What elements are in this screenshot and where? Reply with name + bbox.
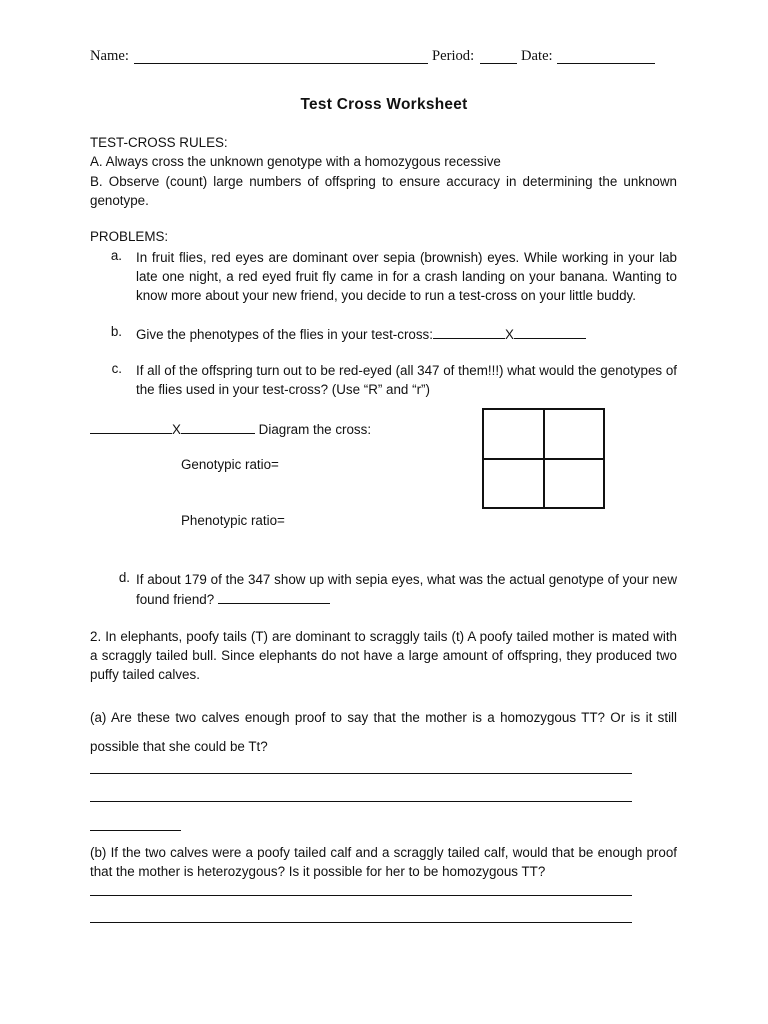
rule-a: A. Always cross the unknown genotype with a homozygous recessive xyxy=(90,154,501,169)
problem-d-body: If about 179 of the 347 show up with sepia eyes, what was the actual genotype of your new found friend? xyxy=(136,572,677,607)
punnett-cell[interactable] xyxy=(544,409,605,459)
problem-d-letter: d. xyxy=(118,570,130,585)
period-label: Period: xyxy=(432,48,475,64)
problem-b-x: X xyxy=(504,327,514,342)
genotypic-ratio-label: Genotypic ratio= xyxy=(181,457,279,472)
date-label: Date: xyxy=(521,48,553,64)
punnett-cell[interactable] xyxy=(544,459,605,509)
date-field[interactable] xyxy=(557,63,655,64)
cross-x: X xyxy=(172,422,181,437)
page-title: Test Cross Worksheet xyxy=(300,96,468,113)
answer-line-a2[interactable] xyxy=(90,801,632,802)
genotype-1-blank[interactable] xyxy=(90,419,172,434)
problem-2a-text: (a) Are these two calves enough proof to say that the mother is a homozygous TT? Or is it still possible that she could be Tt? xyxy=(90,710,677,754)
punnett-cell[interactable] xyxy=(483,409,544,459)
cross-line xyxy=(90,419,371,437)
problem-b-text: Give the phenotypes of the flies in your test-cross: xyxy=(136,327,433,342)
problem-2b-text: (b) If the two calves were a poofy tailed calf and a scraggly tailed calf, would that be enough proof that the mother is heterozygous? Is it possible for her to be homozygous TT? xyxy=(90,845,677,879)
problem-a-letter: a. xyxy=(110,248,122,263)
problems-heading: PROBLEMS: xyxy=(90,229,169,244)
period-field[interactable] xyxy=(480,63,517,64)
name-label: Name: xyxy=(90,48,129,64)
answer-line-a1[interactable] xyxy=(90,773,632,774)
answer-line-a3[interactable] xyxy=(90,830,181,831)
answer-line-b2[interactable] xyxy=(90,922,632,923)
problem-c-text: If all of the offspring turn out to be red-eyed (all 347 of them!!!) what would the genotypes of the flies used in your test-cross? (Use “R” and “r”) xyxy=(136,363,677,397)
phenotype-2-blank[interactable] xyxy=(514,324,586,339)
answer-line-b1[interactable] xyxy=(90,895,632,896)
problem-c-letter: c. xyxy=(111,361,122,376)
genotype-2-blank[interactable] xyxy=(181,419,255,434)
phenotypic-ratio-label: Phenotypic ratio= xyxy=(181,513,285,528)
problem-d-text xyxy=(136,570,677,609)
problem-a-text: In fruit flies, red eyes are dominant over sepia (brownish) eyes. While working in your lab late one night, a red eyed fruit fly came in for a crash landing on your banana. Wanting to know more about your new friend, you decide to run a test-cross on your little buddy. xyxy=(136,250,677,303)
problem-b-letter: b. xyxy=(110,324,122,339)
problem-2-intro: 2. In elephants, poofy tails (T) are dominant to scraggly tails (t) A poofy tailed mother is mated with a scraggly tailed bull. Since elephants do not have a large amount of offspring, they produced two puffy tailed calves. xyxy=(90,629,677,682)
problem-b-line xyxy=(136,324,586,342)
problem-d xyxy=(136,570,677,609)
diagram-label: Diagram the cross: xyxy=(258,422,372,437)
rule-b: B. Observe (count) large numbers of offspring to ensure accuracy in determining the unknown genotype. xyxy=(90,174,677,208)
rules-heading: TEST-CROSS RULES: xyxy=(90,135,228,150)
punnett-cell[interactable] xyxy=(483,459,544,509)
friend-genotype-blank[interactable] xyxy=(218,589,330,604)
name-field[interactable] xyxy=(134,63,428,64)
punnett-square[interactable] xyxy=(482,408,605,509)
phenotype-1-blank[interactable] xyxy=(433,324,505,339)
